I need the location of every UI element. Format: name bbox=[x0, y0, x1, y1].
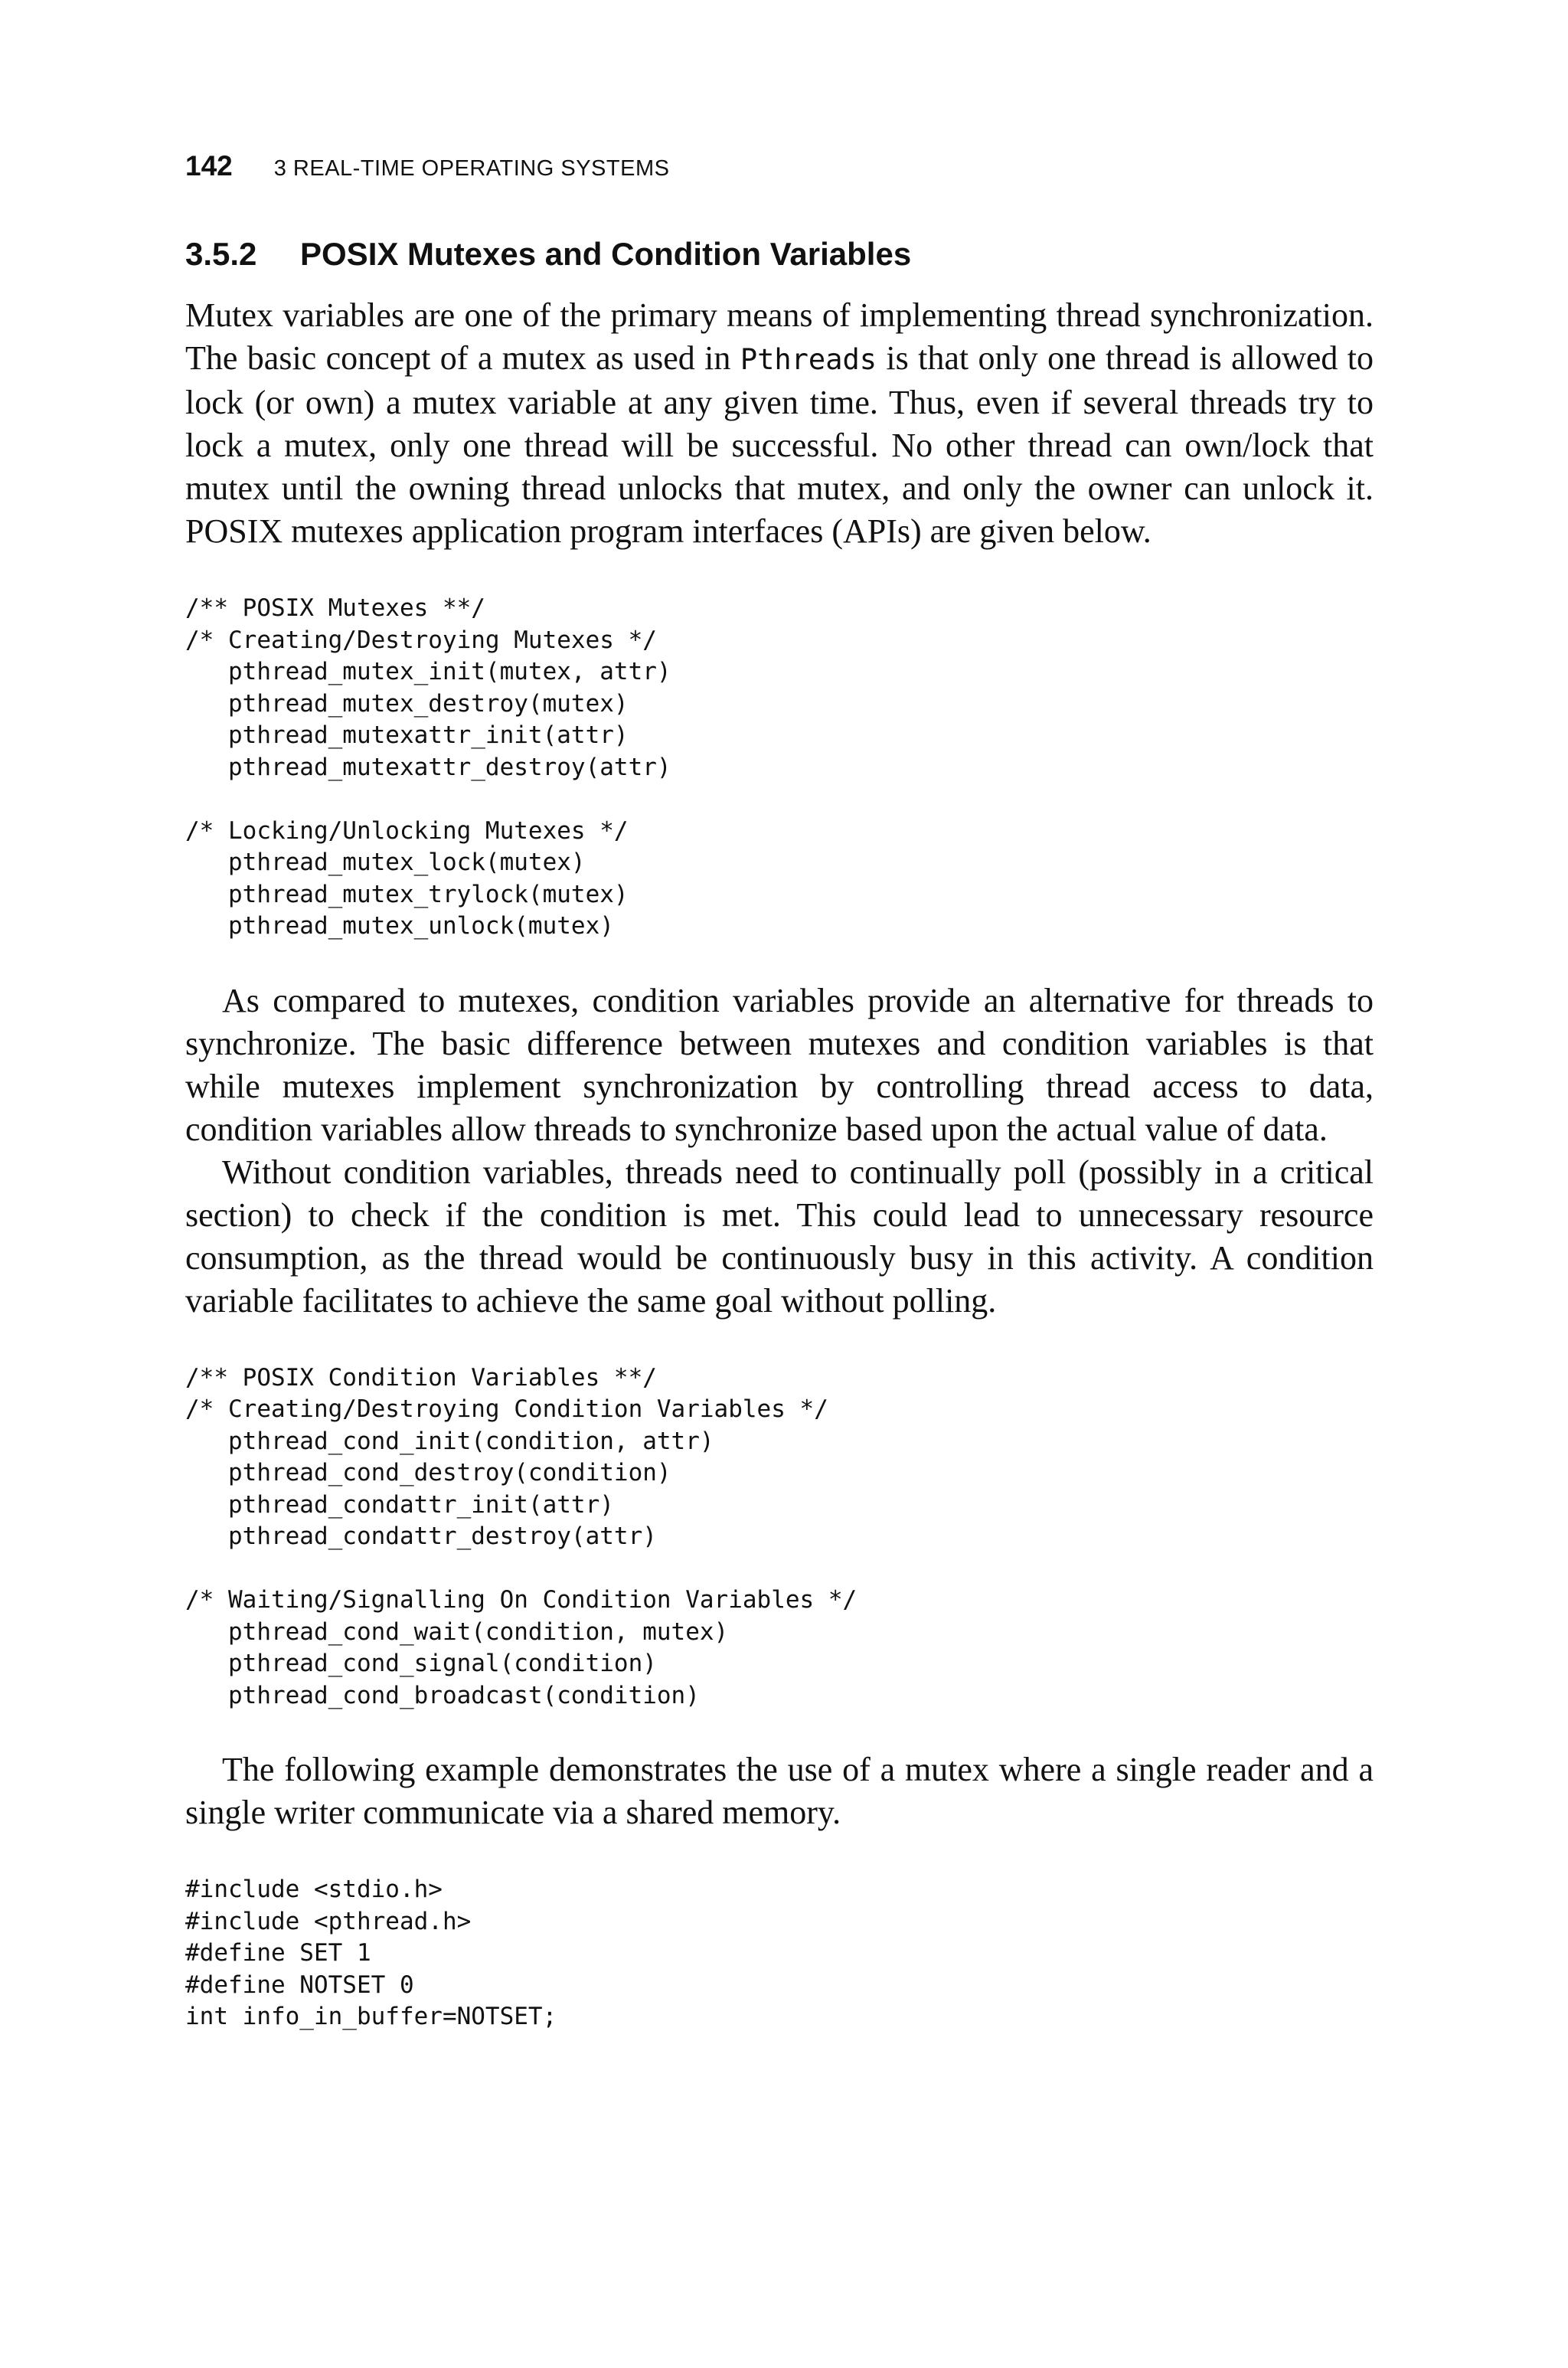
code-lines-mutex-lock: /* Locking/Unlocking Mutexes */ pthread_mutex_lock(mutex) pthread_mutex_trylock(mutex) pthread_mutex_unlock(mutex) bbox=[185, 816, 629, 940]
book-page bbox=[185, 150, 1374, 2033]
paragraph-condition-compare: As compared to mutexes, condition variables provide an alternative for threads to synchronize. The basic difference between mutexes and condition variables is that while mutexes implement synchronization by controlling thread access to data, condition variables allow threads to synchronize based upon the actual value of data. bbox=[185, 981, 1374, 1148]
code-blank-line bbox=[185, 1553, 1374, 1585]
paragraph-mutex-intro bbox=[185, 294, 1374, 553]
code-blank-line bbox=[185, 783, 1374, 816]
section-title: POSIX Mutexes and Condition Variables bbox=[300, 236, 912, 272]
code-block-condition-api bbox=[185, 1362, 1374, 1712]
paragraph-text: is that only one thread is allowed to lock (or own) a mutex variable at any given time. Thus, even if several threads try to lock a mutex, only one thread will be successful. No other thread can own/lock that mutex until the owning thread unlocks that mutex, and only the owner can unlock it. POSIX mutexes application program interfaces (APIs) are given below. bbox=[185, 339, 1374, 550]
inline-code-pthreads: Pthreads bbox=[740, 343, 877, 376]
running-head bbox=[185, 150, 1374, 193]
code-block-example bbox=[185, 1874, 1374, 2033]
code-lines-cond-create: /** POSIX Condition Variables **/ /* Creating/Destroying Condition Variables */ pthread_cond_init(condition, attr) pthread_cond_destroy(condition) pthread_condattr_init(attr) pthread_condattr_destroy(attr) bbox=[185, 1363, 828, 1550]
paragraph-text: Mutex variables are one of the primary means of implementing thread synchronization. The basic concept of a mutex as used in bbox=[185, 296, 1374, 377]
page-number: 142 bbox=[185, 150, 233, 182]
code-block-mutex-api bbox=[185, 593, 1374, 943]
section-heading bbox=[185, 236, 1374, 273]
paragraph-example-intro: The following example demonstrates the use of a mutex where a single reader and a single writer communicate via a shared memory. bbox=[185, 1751, 1374, 1831]
section-number: 3.5.2 bbox=[185, 236, 257, 272]
chapter-title: 3 REAL-TIME OPERATING SYSTEMS bbox=[273, 156, 670, 181]
code-lines-mutex-create: /** POSIX Mutexes **/ /* Creating/Destroying Mutexes */ pthread_mutex_init(mutex, attr) pthread_mutex_destroy(mutex) pthread_mutexattr_init(attr) pthread_mutexattr_destroy(attr) bbox=[185, 594, 671, 781]
code-lines-cond-wait: /* Waiting/Signalling On Condition Variables */ pthread_cond_wait(condition, mutex) pthread_cond_signal(condition) pthread_cond_broadcast(condition) bbox=[185, 1586, 858, 1709]
code-lines-example: #include <stdio.h> #include <pthread.h> #define SET 1 #define NOTSET 0 int info_in_buffer=NOTSET; bbox=[185, 1876, 557, 2030]
paragraph-condition-polling: Without condition variables, threads need to continually poll (possibly in a critical section) to check if the condition is met. This could lead to unnecessary resource consumption, as the thread would be continuously busy in this activity. A condition variable facilitates to achieve the same goal without polling. bbox=[185, 1153, 1374, 1320]
